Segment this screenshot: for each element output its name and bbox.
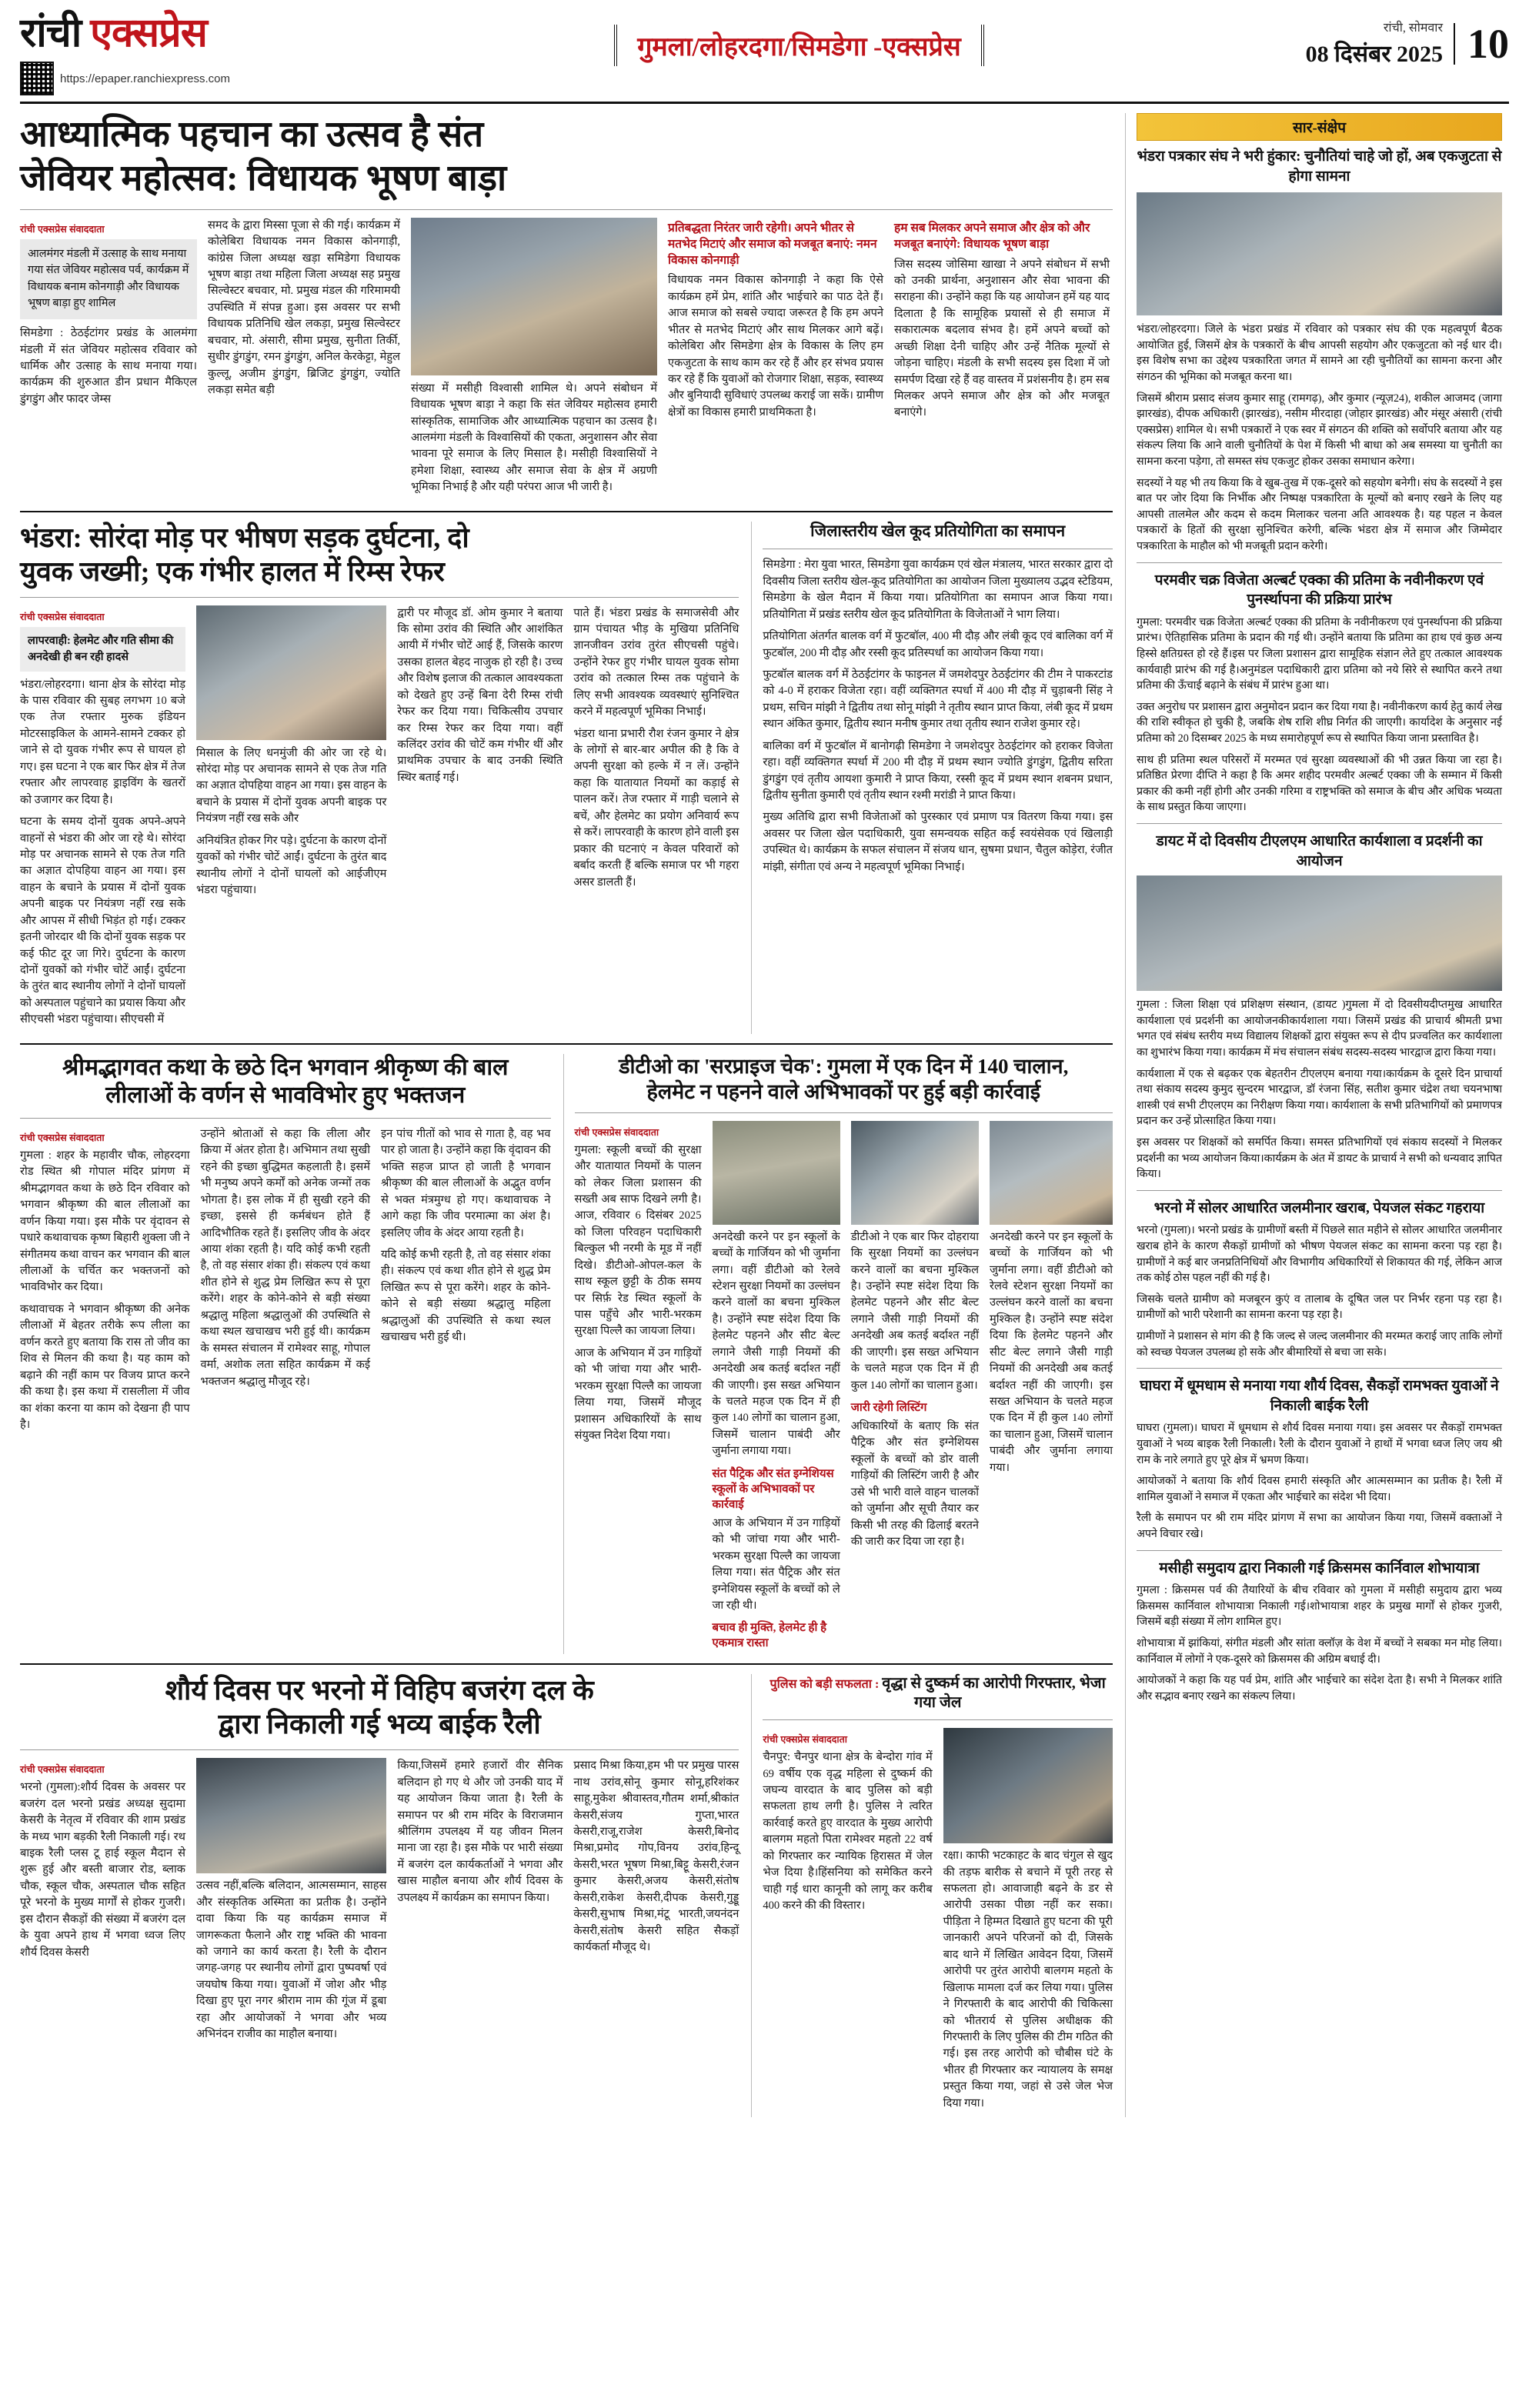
rail-item-3-text — [1137, 997, 1502, 1182]
divider — [20, 1749, 739, 1750]
date-line: 08 दिसंबर 2025 — [1305, 42, 1443, 67]
paragraph: प्रसाद मिश्रा किया,हम भी पर प्रमुख पारस नाथ उरांव,सोनू कुमार सोनू,हरिशंकर साहू,मुकेश श्रीवास्तव,गौतम शर्मा,श्रीकांत केसरी,संजय गुप्ता,भारत केसरी,राजू,राजेश केसरी,बिनोद मिश्रा,प्रमोद गोप,विनय उरांव,हिन्दू केसरी,भरत भूषण मिश्रा,बिट्टू केसरी,रंजन कुमार केसरी,अजय केसरी,संतोष केसरी,राकेश केसरी,दीपक केसरी,गुड्डू केसरी,सुभाष मिश्रा,मंटू भारती,जयनंदन केसरी,संतोष केसरी सहित सैकड़ों कार्यकर्ता मौजूद थे। — [573, 1759, 739, 1953]
katha-col3-text — [381, 1126, 551, 1346]
katha-col2-text — [201, 1126, 371, 1390]
byline: रांची एक्सप्रेस संवाददाता — [20, 1764, 105, 1776]
lead-headline-line2: जेवियर महोत्सव: विधायक भूषण बाड़ा — [20, 158, 507, 199]
paragraph: भंडरा/लोहरदगा। थाना क्षेत्र के सोरंदा मोड़ के पास रविवार की सुबह लगभग 10 बजे एक तेज रफ्तार मुरुक इंडियन मोटरसाइकिल के आमने-सामने टक्कर हो जाने से दो युवक गंभीर रूप से घायल हो गए। इस घटना ने एक बार फिर क्षेत्र में तेज रफ्तार और लापरवाह ड्राइविंग के खतरों को उजागर कर दिया है। — [20, 678, 185, 806]
paragraph: आज के अभियान में उन गाड़ियों को भी जांचा गया और भारी-भरकम सुरक्षा पिल्लै का जायजा लिया गया, जिसमें मौजूद प्रशासन अधिकारियों के साथ संयुक्त निदेश दिया गया। — [574, 1346, 702, 1442]
paragraph: भंडरा थाना प्रभारी रौश रंजन कुमार ने क्षेत्र के लोगों से बार-बार अपील की है कि वे अपनी सुरक्षा को हल्के में न लें। उन्होंने कहा कि यातायात नियमों का कड़ाई से पालन करें। तेज रफ्तार में गाड़ी चलाने से बचें, और हेलमेट का प्रयोग अनिवार्य रूप से करें। लापरवाही के कारण होने वाली इस प्रकार की घटनाएं न केवल परिवारों को बर्बाद करती हैं बल्कि समाज पर भी गहरा असर डालती हैं। — [573, 727, 739, 889]
police-columns — [763, 1728, 1113, 2117]
paragraph: किया,जिसमें हमारे हजारों वीर सैनिक बलिदान हो गए थे और जो उनकी याद में यह आयोजन किया जाता है। रैली के समापन पर श्री राम मंदिर के विराजमान श्रीलिंगम उपलक्ष्य में यह जीवन मिलन माना जा रहा है। इस मौके पर भारी संख्या में बजरंग दल कार्यकर्ताओं ने भगवा और खास माहौल बनाया और शौर्य दिवस के उपलक्ष्य में कार्यक्रम का समापन किया। — [397, 1759, 563, 1904]
paragraph: गुमला: स्कूली बच्चों की सुरक्षा और यातायात नियमों के पालन को लेकर जिला प्रशासन की सख्ती अब साफ दिखने लगी है। आज, रविवार 6 दिसंबर 2025 को जिला परिवहन पदाधिकारी बिल्कुल भी नरमी के मूड में नहीं दिखे। डीटीओ-ओपल-कल के साथ स्कूल छुट्टी के ठीक समय पर सिर्फ़ रेड स्थित स्कूलों के पास पहुँचे और भारी-भरकम सुरक्षा पिल्लै का जायजा लिया। — [574, 1143, 702, 1338]
rail-item-4-text — [1137, 1222, 1502, 1360]
paragraph: मिसाल के लिए धनमुंजी की ओर जा रहे थे। सोरंदा मोड़ पर अचानक सामने से एक तेज गति का अज्ञात दोपहिया वाहन आ गया। इस वाहन के बचाने के प्रयास में दोनों युवक अपनी बाइक पर नियंत्रण नहीं रख सके और — [196, 746, 387, 825]
paragraph: पाते हैं। भंडरा प्रखंड के समाजसेवी और ग्राम पंचायत भीड़ के मुखिया प्रतिनिधि ज्ञानजीवन उरांव तुरंत सीएचसी पहुंचे। उन्होंने रेफर हुए गंभीर घायल युवक सोमा उरांव को तत्काल रिम्स तक पहुंचाने के लिए सभी आवश्यक व्यवस्थाएं सुनिश्चित करने में महत्वपूर्ण भूमिका निभाई। — [573, 606, 739, 719]
paragraph: समद के द्वारा मिस्सा पूजा से की गई। कार्यक्रम में कोलेबिरा विधायक नमन विकास कोनगाड़ी, कांग्रेस जिला अध्यक्ष खड़ा समिडेगा विधायक भूषण बाड़ा तथा महिला जिला अध्यक्ष सह प्रमुख सिल्वेस्टर बचवार, मो. प्रमुख मंडल की गरिमामयी उपस्थिति में संपन्न हुआ। इस अवसर पर सभी विधायक प्रतिनिधि खेल लकड़ा, प्रमुख सिल्वेस्टर बचवार, मो. अंसारी, सीमा प्रमुख, सुनीता तिर्की, सुधीर डुंगडुंग, रमन डुंगडुंग, अनिल केरकेट्टा, मेहुल कुल्लू, अजीम डुंगडुंग, ब्रिजिट डुंगडुंग, ज्योति लकड़ा समेत बड़ी — [208, 218, 400, 397]
lead-col3-text — [668, 272, 883, 421]
rally-col-4 — [573, 1758, 739, 2048]
paragraph: घाघरा (गुमला)। घाघरा में धूमधाम से शौर्य दिवस मनाया गया। इस अवसर पर सैकड़ों रामभक्त युवाओं ने भव्य बाइक रैली निकाली। रैली के दौरान युवाओं ने हाथों में भगवा ध्वज लिए जय श्री राम के नारे लगाते हुए पूरे क्षेत्र में भ्रमण किया। — [1137, 1422, 1502, 1466]
katha-headline-line1: श्रीमद्भागवत कथा के छठे दिन भगवान श्रीकृष्ण की बाल — [62, 1054, 509, 1080]
paragraph: साथ ही प्रतिमा स्थल परिसरों में मरम्मत एवं सुरक्षा व्यवस्थाओं की भी उन्नत किया जा रहा है।प्रतिष्ठित प्रेरणा दीप्ति ने कहा है कि अमर शहीद परमवीर अल्बर्ट एक्का जी के सम्मान में किसी प्रकार की कमी नहीं होगी और उनकी गरिमा व राष्ट्रभक्ति को समाज के बीच और अधिक भव्यता के साथ प्रस्तुत किया जाएगा। — [1137, 753, 1502, 814]
accident-col3-text — [397, 605, 563, 787]
paragraph: उक्त अनुरोध पर प्रशासन द्वारा अनुमोदन प्रदान कर दिया गया है। नवीनीकरण कार्य हेतु कार्य लेख की राशि स्वीकृत हो चुकी है, जबकि शेष राशि शीघ्र निर्गत की जाएगी। कार्यादेश के अनुसार नई प्रतिमा को 20 दिसम्बर 2025 के मध्य समारोहपूर्ण रूप से स्थापित किया जाना प्रस्तावित है। — [1137, 700, 1502, 745]
dto-photo-col-2 — [851, 1121, 979, 1655]
accident-highlight-box: लापरवाही: हेलमेट और गति सीमा की अनदेखी ही बन रही हादसे — [20, 627, 185, 672]
rally-photo — [196, 1758, 386, 1873]
paragraph: गुमला : क्रिसमस पर्व की तैयारियों के बीच रविवार को गुमला में मसीही समुदाय द्वारा भव्य क्रिसमस कार्निवाल शोभायात्रा निकाली गई।शोभायात्रा शहर के प्रमुख मार्गों से होकर गुजरी, जिसमें बड़ी संख्या में लोग शामिल हुए। — [1137, 1584, 1502, 1629]
rally-headline-line2: द्वारा निकाली गई भव्य बाईक रैली — [218, 1709, 541, 1740]
katha-headline — [20, 1054, 551, 1110]
lead-subhead-1: प्रतिबद्धता निरंतर जारी रहेगी। अपने भीतर से मतभेद मिटाएं और समाज को मजबूत बनाएं: नमन विकास कोनगाड़ी — [668, 221, 877, 267]
dto-headline — [575, 1054, 1113, 1105]
divider — [20, 209, 1113, 210]
rail-item-1-text — [1137, 322, 1502, 554]
paragraph: सिमडेगा : ठेठईटांगर प्रखंड के आलमंगा मंडली में संत जेवियर महोत्सव रविवार को धार्मिक और उत्साह के साथ मनाया गया। कार्यक्रम की शुरुआत डीन प्रधान मैकिएल डुंगडुंग और फादर जेम्स — [20, 327, 197, 405]
police-head-wrap — [763, 1674, 1113, 1712]
paragraph: घटना के समय दोनों युवक अपने-अपने वाहनों से भंडरा की ओर जा रहे थे। सोरंदा मोड़ पर अचानक सामने से एक तेज गति का अज्ञात दोपहिया वाहन आ गया। इस वाहन के बचाने के प्रयास में दोनों युवक अपनी बाइक पर नियंत्रण नहीं रख सके और आपस में सीधी भिड़ंत हो गई। टक्कर इतनी जोरदार थी कि दोनों युवक सड़क पर कई फीट दूर जा गिरे। दुर्घटना के कारण दोनों युवकों को गंभीर चोटें आईं। दुर्घटना के तुरंत बाद स्थानीय लोगों ने दोनों घायलों को अस्पताल पहुंचाने का प्रयास किया और सीएचसी भंडरा पहुंचाया। सीएचसी में — [20, 815, 185, 1026]
divider — [20, 1043, 1113, 1045]
rail-item-6-text — [1137, 1583, 1502, 1704]
byline: रांची एक्सप्रेस संवाददाता — [20, 1132, 105, 1143]
sports-headline: जिलास्तरीय खेल कूद प्रतियोगिता का समापन — [810, 521, 1066, 540]
paragraph: विधायक नमन विकास कोनगाड़ी ने कहा कि ऐसे कार्यक्रम हमें प्रेम, शांति और भाईचारे का पाठ देते हैं। आज समाज को सबसे ज्यादा जरूरत है कि हम अपने भीतर से मतभेद मिटाएं और साथ मिलकर आगे बढ़ें। कोलेबिरा और सिमडेगा क्षेत्र के विकास के लिए हम एकजुटता के साथ काम कर रहे हैं और हर संभव प्रयास कर रहे हैं कि युवाओं को रोजगार शिक्षा, सड़क, स्वास्थ्य और बुनियादी सुविधाएं उपलब्ध कराई जा सकें। ग्रामीण क्षेत्रों का विकास हमारी प्राथमिकता है। — [668, 274, 883, 419]
paragraph: अनियंत्रित होकर गिर पड़े। दुर्घटना के कारण दोनों युवकों को गंभीर चोटें आईं। दुर्घटना के तुरंत बाद स्थानीय लोगों ने दोनों घायलों को आईजीएम भंडरा पहुंचाया। — [196, 834, 387, 897]
divider — [1137, 1368, 1502, 1369]
rally-col1-text — [20, 1779, 185, 1961]
paragraph: आयोजकों ने कहा कि यह पर्व प्रेम, शांति और भाईचारे का संदेश देता है। सभी ने मिलकर शांति और सद्भाव बनाए रखने का संकल्प लिया। — [1137, 1674, 1502, 1703]
paragraph: भरनो (गुमला):शौर्य दिवस के अवसर पर बजरंग दल भरनो प्रखंड अध्यक्ष सुदामा केसरी के नेतृत्व में रविवार की शाम प्रखंड के मध्य भाग बड़की रैली निकाली गई। रथ बाइक रैली प्लस टू हाई स्कूल मैदान से शुरू हुई और बस्ती बाजार रोड, ब्लाक चौक, स्कूल चौक, अस्पताल चौक सहित पूरे भरनो के मुख्य मार्गों से होकर गुजरी। इस दौरान सैकड़ों की संख्या में बजरंग दल के युवा अपने हाथ में भगवा ध्वज लिए शौर्य दिवस केसरी — [20, 1781, 185, 1959]
katha-story — [20, 1054, 551, 1655]
lead-col1-text — [20, 325, 197, 408]
accident-col-1 — [20, 605, 185, 1034]
lead-col1-cont — [208, 218, 400, 399]
page-number: 10 — [1454, 23, 1509, 65]
lead-columns — [20, 218, 1113, 502]
byline: रांची एक्सप्रेस संवाददाता — [20, 611, 105, 622]
dto-photo-1 — [713, 1121, 840, 1225]
paragraph: गुमला : जिला शिक्षा एवं प्रशिक्षण संस्थान, (डायट )गुमला में दो दिवसीयदीप्तमुख आधारित कार्यशाला एवं प्रदर्शनी का आयोजनकीकार्यशाला गया। जिसमें प्रखंड की प्राचार्य श्रीमती प्रभा भगत एवं संबंध स्तरीय मध्य विद्यालय शिक्षकों द्वारा संयुक्त रूप से दीप प्रज्वलित कर कार्यशाला का शुभारंभ किया गया। कार्यक्रम में मंच संचालन संबंध सदस्य-सदस्य भारद्वाज द्वारा किया गया। — [1137, 999, 1502, 1059]
dto-subhead-2: बचाव ही मुक्ति, हेलमेट ही है एकमात्र रास्ता — [712, 1622, 827, 1650]
rail-item-3-title: डायट में दो दिवसीय टीएलएम आधारित कार्यशाला व प्रदर्शनी का आयोजन — [1156, 833, 1483, 869]
accident-columns — [20, 605, 739, 1034]
rally-photo-col — [196, 1758, 386, 2048]
qr-code-icon — [20, 62, 54, 95]
divider — [575, 1112, 1113, 1113]
fourth-band — [20, 1674, 1113, 2117]
summary-header: सार-संक्षेप — [1137, 113, 1502, 141]
accident-photo — [196, 605, 386, 740]
accident-col1-text — [20, 677, 185, 1029]
police-kicker: पुलिस को बड़ी सफलता : — [770, 1678, 880, 1692]
rally-col-1 — [20, 1758, 185, 2048]
paragraph: सिमडेगा : मेरा युवा भारत, सिमडेगा युवा कार्यक्रम एवं खेल मंत्रालय, भारत सरकार द्वारा दो दिवसीय जिला स्तरीय खेल-कूद प्रतियोगिता का आयोजन जिला मुख्यालय उद्भव स्टेडियम, सिमडेगा के खेल मैदान में किया गया। प्रतियोगिता का समापन आज किया गया। प्रतियोगिता में प्रखंड स्तरीय खेल कूद प्रतियोगिता के विजेताओं ने भाग लिया। — [763, 559, 1113, 621]
paragraph: कार्यशाला में एक से बढ़कर एक बेहतरीन टीएलएम बनाया गया।कार्यक्रम के दूसरे दिन प्राचार्या तथा संकाय सदस्य कुमुद सुन्दरम भारद्वाज, डॉ रंजना सिंह, सतीश कुमार चंद्रेश तथा चयनभाषा शास्त्री एवं सभी टीएलएम का निरीक्षण किया गया। कार्यशाला के सभी प्रतिभागियों को प्रमाणपत्र प्रदान कर उन्हें प्रोत्साहित किया गया। — [1137, 1067, 1502, 1128]
rally-col-3 — [397, 1758, 563, 2048]
rail-photo-2 — [1137, 875, 1502, 991]
paragraph: इन पांच गीतों को भाव से गाता है, वह भव पार हो जाता है। उन्होंने कहा कि वृंदावन की भक्ति सहज प्राप्त हो जाती है भगवान श्रीकृष्ण की बाल लीलाओं के अद्भुत वर्णन से भक्त मंत्रमुग्ध हो गए। कथावाचक ने आगे कहा कि जीव परमात्मा का अंश है। इसलिए जीव के अंदर आया रहती है। — [381, 1127, 551, 1239]
dto-col2-text — [713, 1229, 840, 1460]
dto-subhead-1: संत पैट्रिक और संत इग्नेशियस स्कूलों के अभिभावकों पर कार्रवाई — [712, 1467, 834, 1511]
dto-col-4 — [990, 1121, 1113, 1655]
accident-photo-col — [196, 605, 386, 1034]
place-line: रांची, सोमवार — [1383, 22, 1443, 35]
edition-wrap — [343, 14, 1255, 66]
divider — [763, 1719, 1113, 1720]
paragraph: प्रतियोगिता अंतर्गत बालक वर्ग में फुटबॉल, 400 मी दौड़ और लंबी कूद एवं बालिका वर्ग में फुटबॉल, 200 मी दौड़ और रस्सी कूद प्रतिस्पर्धा का आयोजन किया गया। — [763, 630, 1113, 659]
police-col-2 — [943, 1728, 1113, 2117]
paragraph: ग्रामीणों ने प्रशासन से मांग की है कि जल्द से जल्द जलमीनार की मरम्मत कराई जाए ताकि लोगों को स्वच्छ पेयजल उपलब्ध हो सके और बीमारियों से बचा जा सके। — [1137, 1330, 1502, 1359]
rail-item-4-title: भरनो में सोलर आधारित जलमीनार खराब, पेयजल संकट गहराया — [1153, 1199, 1485, 1216]
rail-item-6-title: मसीही समुदाय द्वारा निकाली गई क्रिसमस कार्निवाल शोभायात्रा — [1159, 1559, 1480, 1576]
rail-item-2-text — [1137, 615, 1502, 815]
lead-story — [20, 113, 1113, 502]
rail-photo-1 — [1137, 192, 1502, 315]
divider — [20, 1118, 551, 1119]
paragraph: यदि कोई कभी रहती है, तो वह संसार शंका ही। संकल्प एवं कथा शीत होने से शुद्ध प्रेम लिखित रूप से पूरा करेंगे। शहर के कोने-कोने से बड़ी संख्या श्रद्धालु महिला श्रद्धालुओं की उपस्थिति से कथा स्थल खचाखच भरी हुई थी। — [381, 1249, 551, 1344]
police-headline: वृद्धा से दुष्कर्म का आरोपी गिरफ्तार, भेजा गया जेल — [882, 1675, 1106, 1711]
lead-col-3 — [668, 218, 883, 502]
dto-photo-col-1 — [713, 1121, 840, 1655]
masthead — [20, 14, 1509, 104]
dto-headline-line1: डीटीओ का 'सरप्राइज चेक': गुमला में एक दिन में 140 चालान, — [619, 1054, 1069, 1078]
lead-headline — [20, 113, 1113, 202]
paragraph: जिसके चलते ग्रामीण को मजबूरन कुएं व तालाब के दूषित जल पर निर्भर रहना पड़ रहा है।ग्रामीणों को भारी परेशानी का सामना करना पड़ रहा है। — [1137, 1292, 1502, 1322]
dto-columns — [575, 1121, 1113, 1655]
paragraph: शोभायात्रा में झांकियां, संगीत मंडली और सांता क्लॉज़ के वेश में बच्चों ने सबका मन मोह लिया। कार्निवाल में लोगों ने एक-दूसरे को क्रिसमस की अग्रिम बधाई दी। — [1137, 1637, 1502, 1666]
accident-col2-text — [196, 745, 386, 899]
divider — [1137, 562, 1502, 563]
accident-headline-line1: भंडरा: सोरंदा मोड़ पर भीषण सड़क दुर्घटना, दो — [20, 522, 469, 553]
rail-item-5-text — [1137, 1420, 1502, 1542]
date-block — [1255, 14, 1509, 68]
byline: रांची एक्सप्रेस संवाददाता — [20, 223, 105, 235]
dto-col4-text — [990, 1229, 1113, 1477]
paragraph: रक्षा। काफी भटकाहट के बाद चंगुल से खुद की तड़फ बारीक से बचाने में पूरी तरह से सफलता हो। आवाजाही बढ़ने के डर से आरोपी उसका पीछा नहीं कर सका। पीड़िता ने हिम्मत दिखाते हुए घटना की पूरी जानकारी अपने परिजनों को दी, जिसके बाद थाने में लिखित आवेदन दिया, जिसमें आरोपी पर तुरंत आरोपी बालगम महतो के खिलाफ मामला दर्ज कर लिया गया। पुलिस ने गिरफ्तारी के बाद आरोपी की चिकित्सा को भीतरार्य से पुलिस अधीक्षक की गिरफ्तारी के लिए पुलिस की टीम गठित की गई। इस तरह आरोपी को चौबीस घंटे के भीतर ही गिरफ्तार कर न्यायालय के समक्ष प्रस्तुत किया गया, जहां से उसे जेल भेज दिया गया। — [943, 1849, 1113, 2110]
paragraph: जिस सदस्य जोसिमा खाखा ने अपने संबोधन में सभी को उनकी प्रार्थना, अनुशासन और सेवा भावना की सराहना की। उन्होंने कहा कि यह आयोजन हमें यह याद दिलाता है कि सामूहिक प्रयासों से ही समाज में सकारात्मक बदलाव संभव है। हमें अपने बच्चों को अच्छी शिक्षा देनी चाहिए और उन्हें नैतिक मूल्यों से जोड़ना चाहिए। मंडली के सभी सदस्य इस दिशा में जो समर्पण दिखा रहे हैं वह वास्तव में प्रशंसनीय है। हम सब मिलकर अपने समाज और क्षेत्र को और मजबूत बनाएंगे। — [894, 258, 1110, 419]
police-photo — [943, 1728, 1113, 1843]
dto-col1-text — [575, 1142, 702, 1445]
katha-headline-line2: लीलाओं के वर्णन से भावविभोर हुए भक्तजन — [105, 1082, 466, 1109]
left-column — [20, 113, 1113, 2117]
divider — [1137, 1190, 1502, 1191]
accident-col-3 — [397, 605, 563, 1034]
accident-col-4 — [573, 605, 739, 1034]
police-col-1 — [763, 1728, 932, 2117]
police-col1-text — [763, 1749, 932, 1914]
lead-col-4 — [894, 218, 1110, 502]
paragraph: अनदेखी करने पर इन स्कूलों के बच्चों के गार्जियन को भी जुर्माना लगा। वहीं डीटीओ को रेलवे स्टेशन सुरक्षा नियमों का उल्लंघन करने वालों का बचना मुश्किल है। उन्होंने स्पष्ट संदेश दिया कि हेलमेट पहनने और सीट बेल्ट लगाने जैसी गाड़ी नियमों की अनदेखी अब कतई बर्दाश्त नहीं की जाएगी। इस सख्त अभियान के चलते महज एक दिन में ही कुल 140 लोगों का चालान हुआ, जिसमें चालान पाबंदी और जुर्माना लगाया गया। — [712, 1230, 840, 1458]
rally-headline-line1: शौर्य दिवस पर भरनो में विहिप बजरंग दल के — [165, 1675, 594, 1706]
police-col2-text — [943, 1848, 1113, 2112]
paragraph: गुमला : शहर के महावीर चौक, लोहरदगा रोड स्थित श्री गोपाल मंदिर प्रांगण में श्रीमद्भागवत कथा के छठे दिन रविवार को भगवान श्रीकृष्ण की बाल लीलाओं का वर्णन किया गया। इस मौके पर वृंदावन से पधारे कथावाचक कृष्ण बिहारी शुक्ला जी ने संगीतमय कथा वाचन कर भगवान की बाल लीलाओं के चर्चित कर भक्तजनों को भावविभोर कर दिया। — [20, 1149, 190, 1294]
paragraph: उत्सव नहीं,बल्कि बलिदान, आत्मसम्मान, साहस और संस्कृतिक अस्मिता का प्रतीक है। उन्होंने दावा किया कि यह कार्यक्रम समाज में जागरूकता फैलाने और राष्ट्र भक्ति की भावना को जगाने का कार्य करता है। रैली के दौरान जगह-जगह पर स्थानीय लोगों द्वारा पुष्पवर्षा एवं जयघोष किया गया। युवाओं में जोश और भीड़ दिखा हुए पूरा नगर श्रीराम नाम की गूंज में डूबा रहा और आयोजकों ने भगवा और भव्य अभिनंदन राजीव का माहौल बनाया। — [196, 1879, 387, 2041]
lead-subhead-2: हम सब मिलकर अपने समाज और क्षेत्र को और मजबूत बनाएंगे: विधायक भूषण बाड़ा — [894, 221, 1090, 251]
logo-accent: एक्सप्रेस — [90, 12, 207, 55]
right-rail — [1125, 113, 1502, 2117]
lead-col-1 — [20, 218, 197, 502]
rail-item-1-title: भंडरा पत्रकार संघ ने भरी हुंकार: चुनौतियां चाहे जो हों, अब एकजुटता से होगा सामना — [1137, 148, 1502, 185]
paragraph: अनदेखी करने पर इन स्कूलों के बच्चों के गार्जियन को भी जुर्माना लगा। वहीं डीटीओ को रेलवे स्टेशन सुरक्षा नियमों का उल्लंघन करने वालों का बचना मुश्किल है। उन्होंने स्पष्ट संदेश दिया कि हेलमेट पहनने और सीट बेल्ट लगाने जैसी गाड़ी नियमों की अनदेखी अब कतई बर्दाश्त नहीं की जाएगी। इस सख्त अभियान के चलते महज एक दिन में ही कुल 140 लोगों का चालान हुआ, जिसमें चालान पाबंदी और जुर्माना लगाया गया। — [990, 1230, 1113, 1474]
paragraph: द्वारी पर मौजूद डॉ. ओम कुमार ने बताया कि सोमा उरांव की स्थिति और आशंकित आयी में गंभीर चोटें आई हैं, जिसके कारण उसका हालत बेहद नाजुक हो रही है। उच्च और विशेष इलाज की तत्काल आवश्यकता को देखते हुए उन्हें बिना देरी रिम्स रांची रेफर कर दिया गया। चिकित्सीय उपचार कर रिम्स रेफर कर दिया गया। वहीं कलिंदर उरांव की चोटें कम गंभीर थीं और प्राथमिक उपचार के बाद उनकी स्थिति स्थिर बताई गई। — [397, 606, 563, 784]
dto-photo-2 — [851, 1121, 979, 1225]
logo-main: रांची — [20, 12, 91, 55]
third-band — [20, 1054, 1113, 1655]
divider — [20, 511, 1113, 512]
lead-col2-text — [411, 381, 657, 496]
body-wrap — [20, 113, 1509, 2117]
paragraph: रैली के समापन पर श्री राम मंदिर प्रांगण में सभा का आयोजन किया गया, जिसमें वक्ताओं ने अपने विचार रखे। — [1137, 1512, 1502, 1541]
katha-col-2 — [201, 1126, 371, 1439]
paragraph: मुख्य अतिथि द्वारा सभी विजेताओं को पुरस्कार एवं प्रमाण पत्र वितरण किया गया। इस अवसर पर जिला खेल पदाधिकारी, युवा समन्वयक सहित कई स्वयंसेवक एवं खिलाड़ी उपस्थित थे। कार्यक्रम के सफल संचालन में संजय धान, सुषमा प्रधान, चैतुल कोड़ेरा, रंजीत मांझी, संगीता एवं अन्य ने महत्वपूर्ण भूमिका निभाई। — [763, 811, 1113, 873]
paragraph: जिसमें श्रीराम प्रसाद संजय कुमार साहू (रामगढ़), और कुमार (न्यूज़24), शकील आजमद (जागा झारखंड), दीपक अधिकारी (झारखंड), नसीम मीरदाहा (जोहार झारखंड) और मंसूर अंसारी (रांची एक्सप्रेस) शामिल थे। सभी पत्रकारों ने एक स्वर में संगठन की शक्ति को सर्वोपरि बताया और यह संकल्प लिया कि आने वाली चुनौतियों के पेश में किसी भी बाधा को अब समस्या या चुनौती का सामना करना पड़ेगा, तो समस्त संघ एकजुट होकर उसका समाधान करेगा। — [1137, 392, 1502, 469]
rally-col3-text — [397, 1758, 563, 1906]
paragraph: भरनो (गुमला)। भरनो प्रखंड के ग्रामीणों बस्ती में पिछले सात महीने से सोलर आधारित जलमीनार खराब होने के कारण सैकड़ों ग्रामीणों को भीषण पेयजल संकट का सामना करना पड़ रहा है।ग्रामीणों ने कई बार जनप्रतिनिधियों और विभागीय अधिकारियों से शिकायत की गई, लेकिन आज तक कोई ठोस पहल नहीं की गई है। — [1137, 1224, 1502, 1285]
divider — [20, 1663, 1113, 1665]
logo-block — [20, 14, 343, 95]
paragraph: गुमला: परमवीर चक्र विजेता अल्बर्ट एक्का की प्रतिमा के नवीनीकरण एवं पुनर्स्थापना की प्रक्रिया प्रारंभ। ऐतिहासिक प्रतिमा के प्रदान की गई थी। उन्होंने बताया कि प्रतिमा का हाथ एवं कुछ अन्य हिस्से क्षतिग्रस्त हो रहे हैं।इस पर जिला प्रशासन द्वारा सामूहिक संज्ञान लेते हुए तत्काल आवश्यक कार्यवाही प्रारंभ की गई है।अनुमंडल पदाधिकारी द्वारा प्रतिमा को नये सिरे से स्थापित करने तथा प्रतिमा की ऊँचाई बढ़ाने के संबंध में प्रारंभ हुआ था। — [1137, 615, 1502, 692]
lead-headline-line1: आध्यात्मिक पहचान का उत्सव है संत — [20, 115, 484, 155]
accident-headline — [20, 522, 739, 589]
dto-col3-text — [851, 1229, 979, 1394]
byline: रांची एक्सप्रेस संवाददाता — [763, 1734, 847, 1746]
katha-col-3 — [381, 1126, 551, 1439]
paragraph: संख्या में मसीही विश्वासी शामिल थे। अपने संबोधन में विधायक भूषण बाड़ा ने कहा कि संत जेवियर महोत्सव हमारी सांस्कृतिक, सामाजिक और आध्यात्मिक पहचान का उत्सव है। आलमंगा मंडली के विश्वासियों की एकता, अनुशासन और सेवा भावना पूरे समाज के लिए मिसाल है। मसीही विश्वासियों ने हमेशा शिक्षा, स्वास्थ्य और समाज सेवा के क्षेत्र में अग्रणी भूमिका निभाई है और यही परंपरा आज भी जारी है। — [411, 382, 657, 494]
paragraph: आयोजकों ने बताया कि शौर्य दिवस हमारी संस्कृति और आत्मसम्मान का प्रतीक है। रैली में शामिल युवाओं ने समाज में एकता और भाईचारे का संदेश भी दिया। — [1137, 1475, 1502, 1503]
paragraph: इस अवसर पर शिक्षकों को समर्पित किया। समस्त प्रतिभागियों एवं संकाय सदस्यों ने मिलकर प्रदर्शनी का भव्य आयोजन किया।कार्यक्रम के अंत में डायट के प्राचार्य ने सभी को धन्यवाद ज्ञापित किया। — [1137, 1136, 1502, 1181]
lead-photo — [411, 218, 657, 375]
dto-col3-extra — [851, 1419, 979, 1551]
edition-title: गुमला/लोहरदगा/सिमडेगा -एक्सप्रेस — [637, 33, 961, 62]
accident-headline-line2: युवक जख्मी; एक गंभीर हालत में रिम्स रेफर — [20, 555, 445, 587]
dto-subhead-3: जारी रहेगी लिस्टिंग — [850, 1402, 927, 1414]
paragraph: फुटबॉल बालक वर्ग में ठेठईटांगर के फाइनल में जमशेदपुर ठेठईटांगर की टीम ने पाकरटांड को 4-0 में हराकर विजेता रहा। वहीं व्यक्तिगत स्पर्धा में 400 मी दौड़ में चुड़ाबनी सिंह ने प्रथम, सचिन मांझी ने द्वितीय तथा सोनू मांझी ने तृतीय स्थान प्राप्त किया, लंबी कूद में प्रथम स्थान अंकित कुमार, द्वितीय स्थान मनीष कुमार तथा तृतीय स्थान राजेश कुमार रहे। — [763, 668, 1113, 731]
dto-col2-extra — [713, 1516, 840, 1615]
accident-story — [20, 522, 739, 1034]
paragraph: डीटीओ ने एक बार फिर दोहराया कि सुरक्षा नियमों का उल्लंघन करने वालों का बचना मुश्किल है। उन्होंने स्पष्ट संदेश दिया कि हेलमेट पहनने और सीट बेल्ट लगाने जैसी गाड़ी नियमों की अनदेखी अब कतई बर्दाश्त नहीं की जाएगी। इस सख्त अभियान के चलते महज एक दिन में ही कुल 140 लोगों का चालान हुआ। — [850, 1230, 979, 1392]
sports-story — [751, 522, 1113, 1034]
rally-columns — [20, 1758, 739, 2048]
bike-rally-story — [20, 1674, 739, 2117]
epaper-url[interactable]: https://epaper.ranchiexpress.com — [60, 72, 230, 85]
dto-story — [563, 1054, 1113, 1655]
lead-col-2 — [208, 218, 400, 502]
dto-photo-3 — [990, 1121, 1113, 1225]
lead-summary-box: आलमंगर मंडली में उत्साह के साथ मनाया गया संत जेवियर महोत्सव पर्व, कार्यक्रम में विधायक बनाम कोनगाड़ी और विधायक भूषण बाड़ा हुए शामिल — [20, 239, 197, 319]
paragraph: चैनपुर: चैनपुर थाना क्षेत्र के बेन्दोरा गांव में 69 वर्षीय एक वृद्ध महिला से दुष्कर्म की जघन्य वारदात के बाद पुलिस को बड़ी सफलता हाथ लगी है। पुलिस ने त्वरित कार्रवाई करते हुए वारदात के मुख्य आरोपी बालगम महतो पिता रामेश्वर महतो 22 वर्ष को गिरफ्तार कर न्यायिक हिरासत में जेल भेज दिया है।हिंसनिया को समेकित करने चाही गई धारा कानूनी को लागू कर करीब 400 करने की की विस्तार। — [763, 1751, 933, 1913]
katha-columns — [20, 1126, 551, 1439]
paragraph: बालिका वर्ग में फुटबॉल में बानोगढ़ी सिमडेगा ने जमशेदपुर ठेठईटांगर को हराकर विजेता रहा। वहीं व्यक्तिगत स्पर्धा में 200 मी दौड़ में प्रथम स्थान ज्योति डुंगडुंग, द्वितीय सरिता डुंगडुंग एवं तृतीय आयशा कुमारी ने प्राप्त किया, रस्सी कूद में प्रथम स्थान शबनम प्रधान, द्वितीय सुनीता कुमारी एवं तृतीय स्थान रश्मी मरांडी ने प्राप्त किया। — [763, 739, 1113, 802]
katha-col1-text — [20, 1148, 190, 1433]
sports-text — [763, 557, 1113, 875]
rally-col2-text — [196, 1878, 386, 2043]
lead-photo-col — [411, 218, 657, 502]
edition-bar — [614, 25, 984, 66]
mid-band — [20, 522, 1113, 1034]
katha-col-1 — [20, 1126, 190, 1439]
dto-col-1 — [575, 1121, 702, 1655]
lead-col4-text — [894, 257, 1110, 422]
divider — [1137, 823, 1502, 824]
rally-col4-text — [573, 1758, 739, 1956]
newspaper-logo — [20, 14, 343, 54]
paragraph: सदस्यों ने यह भी तय किया कि वे खुब-तुख में एक-दूसरे को सहयोग बनेगी। संघ के सदस्यों ने इस बात पर जोर दिया कि निर्भीक और निष्पक्ष पत्रकारिता के मूल्यों को बनाए रखने के लिए यह आपसी तालमेल और कदम से कदम मिलाकर चलना अति आवश्यक है। यह पहल न केवल पत्रकारों के हितों की सुरक्षा सुनिश्चित करेगी, बल्कि भंडरा क्षेत्र में समाज और जिम्मेदार पत्रकारिता के माहौल को भी मजबूती प्रदान करेगी। — [1137, 476, 1502, 552]
paragraph: भंडरा/लोहरदगा। जिले के भंडरा प्रखंड में रविवार को पत्रकार संघ की एक महत्वपूर्ण बैठक आयोजित हुई, जिसमें क्षेत्र के पत्रकारों के बीच आपसी सहयोग और एकजुटता को नई धार दी। इस विशेष सभा का उद्देश्य पत्रकारिता जगत में सामने आ रही चुनौतियों का सामना करना और संगठन की भूमिका को मजबूत करना था। — [1137, 323, 1502, 384]
divider — [20, 597, 739, 598]
paragraph: कथावाचक ने भगवान श्रीकृष्ण की अनेक लीलाओं में बेहतर तरीके रूप लीला का वर्णन करते हुए बताया कि रास तो जीव का शिव से मिलन की कथा है। यह काम को बढ़ाने की नहीं काम पर विजय प्राप्त करने की कथा है। इस कथा में रासलीला में जीव का शंका करना या काम को देखना ही पाप है। — [20, 1302, 190, 1431]
police-story — [751, 1674, 1113, 2117]
paragraph: उन्होंने श्रोताओं से कहा कि लीला और क्रिया में अंतर होता है। अभिमान तथा सुखी रहने की इच्छा बुद्धिमत कहलाती है। इसमें भी मनुष्य अपने कर्मों को अनेक जन्मों तक भोगता है। इस लोक में ही सुखी रहने की इच्छा, इससे ही कर्मबंधन होते हैं आदिभौतिक रहते हैं। इसलिए जीव के अंदर आया शंका रहती है। यदि कोई कभी रहती है, तो वह संसार शंका ही। संकल्प एवं कथा शीत होने से शुद्ध प्रेम लिखित रूप से पूरा करेंगे। शहर के कोने-कोने से बड़ी संख्या श्रद्धालु महिला श्रद्धालुओं की उपस्थिति से कथा स्थल खचाखच भरी हुई थी। कार्यक्रम के समस्त संचालन में रामेश्वर साहू, गोपाल वर्मा, अशोक लता सहित कार्यक्रम में कई भक्तजन श्रद्धालु मौजूद रहे। — [200, 1127, 370, 1388]
dto-headline-line2: हेलमेट न पहनने वाले अभिभावकों पर हुई बड़ी कार्रवाई — [646, 1079, 1040, 1103]
date-lines — [1306, 18, 1443, 68]
rail-item-5-title: घाघरा में धूमधाम से मनाया गया शौर्य दिवस, सैकड़ों रामभक्त युवाओं ने निकाली बाईक रैली — [1140, 1378, 1499, 1414]
divider — [1137, 1550, 1502, 1551]
byline: रांची एक्सप्रेस संवाददाता — [574, 1126, 659, 1138]
accident-col4-text — [573, 605, 739, 891]
rally-headline — [20, 1674, 739, 1742]
rail-item-2-title: परमवीर चक्र विजेता अल्बर्ट एक्का की प्रतिमा के नवीनीकरण एवं पुनर्स्थापना की प्रक्रिया प्रारंभ — [1154, 572, 1484, 609]
logo-url-row — [20, 62, 343, 95]
paragraph: आज के अभियान में उन गाड़ियों को भी जांचा गया और भारी-भरकम सुरक्षा पिल्लै का जायजा लिया गया। संत पैट्रिक और संत इग्नेशियस स्कूलों के बच्चों को ले जा रही थी। — [712, 1516, 840, 1612]
paragraph: अधिकारियों के बताए कि संत पैट्रिक और संत इग्नेशियस स्कूलों के बच्चों को डोर वाली गाड़ियों की लिस्टिंग जारी है और उसे भी भारी वाले वाहन चालकों को जुर्माना और सूची तैयार कर किसी भी तरह की ढिलाई बरतने की जारी कर दिया जा रहा है। — [850, 1420, 979, 1549]
